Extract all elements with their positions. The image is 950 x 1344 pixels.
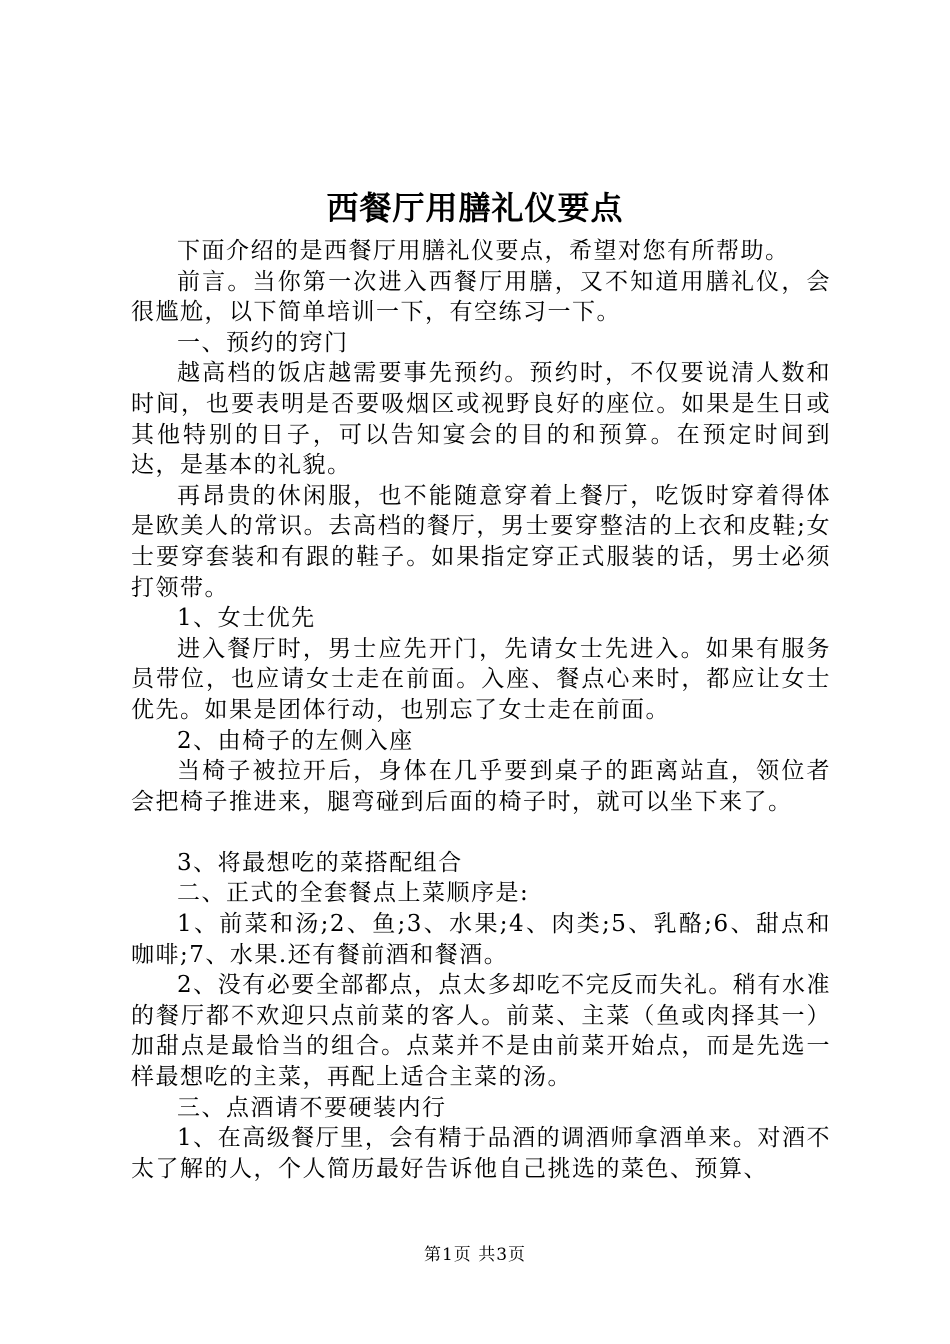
paragraph-ordering-advice: 2、没有必要全部都点，点太多却吃不完反而失礼。稍有水准的餐厅都不欢迎只点前菜的客人。前菜、主菜（鱼或肉择其一）加甜点是最恰当的组合。点菜并不是由前菜开始点，而是先选一样最想吃的主菜，再配上适合主菜的汤。 [131, 972, 831, 1091]
paragraph-wine: 1、在高级餐厅里，会有精于品酒的调酒师拿酒单来。对酒不太了解的人，个人简历最好告诉他自己挑选的菜色、预算、 [131, 1125, 831, 1182]
paragraph-ladies-first: 进入餐厅时，男士应先开门，先请女士先进入。如果有服务员带位，也应请女士走在前面。入座、餐点心来时，都应让女士优先。如果是团体行动，也别忘了女士走在前面。 [131, 635, 831, 723]
paragraph-reservation: 越高档的饭店越需要事先预约。预约时，不仅要说清人数和时间，也要表明是否要吸烟区或视野良好的座位。如果是生日或其他特别的日子，可以告知宴会的目的和预算。在预定时间到达，是基本的礼貌。 [131, 360, 831, 479]
subheading-ladies-first: 1、女士优先 [177, 605, 316, 632]
page-number-footer: 第1页 共3页 [423, 1245, 527, 1265]
subheading-combination: 3、将最想吃的菜搭配组合 [177, 849, 463, 876]
paragraph-intro: 下面介绍的是西餐厅用膳礼仪要点，希望对您有所帮助。 [177, 238, 790, 264]
paragraph-course-order: 1、前菜和汤;2、鱼;3、水果;4、肉类;5、乳酪;6、甜点和咖啡;7、水果.还有餐前酒和餐酒。 [131, 911, 831, 968]
section-heading-wine: 三、点酒请不要硬装内行 [177, 1094, 447, 1121]
subheading-left-side-seat: 2、由椅子的左侧入座 [177, 727, 414, 754]
section-heading-course-order: 二、正式的全套餐点上菜顺序是: [177, 880, 530, 907]
paragraph-dress-code: 再昂贵的休闲服，也不能随意穿着上餐厅，吃饭时穿着得体是欧美人的常识。去高档的餐厅，男士要穿整洁的上衣和皮鞋;女士要穿套装和有跟的鞋子。如果指定穿正式服装的话，男士必须打领带。 [131, 482, 831, 601]
paragraph-left-side-seat: 当椅子被拉开后，身体在几乎要到桌子的距离站直，领位者会把椅子推进来，腿弯碰到后面的椅子时，就可以坐下来了。 [131, 758, 831, 815]
paragraph-spacer [131, 817, 831, 848]
section-heading-reservation: 一、预约的窍门 [177, 329, 349, 356]
paragraph-preface: 前言。当你第一次进入西餐厅用膳，又不知道用膳礼仪，会很尴尬，以下简单培训一下，有空练习一下。 [131, 268, 831, 326]
document-title: 西餐厅用膳礼仪要点 [326, 189, 624, 227]
document-body [131, 236, 831, 1184]
